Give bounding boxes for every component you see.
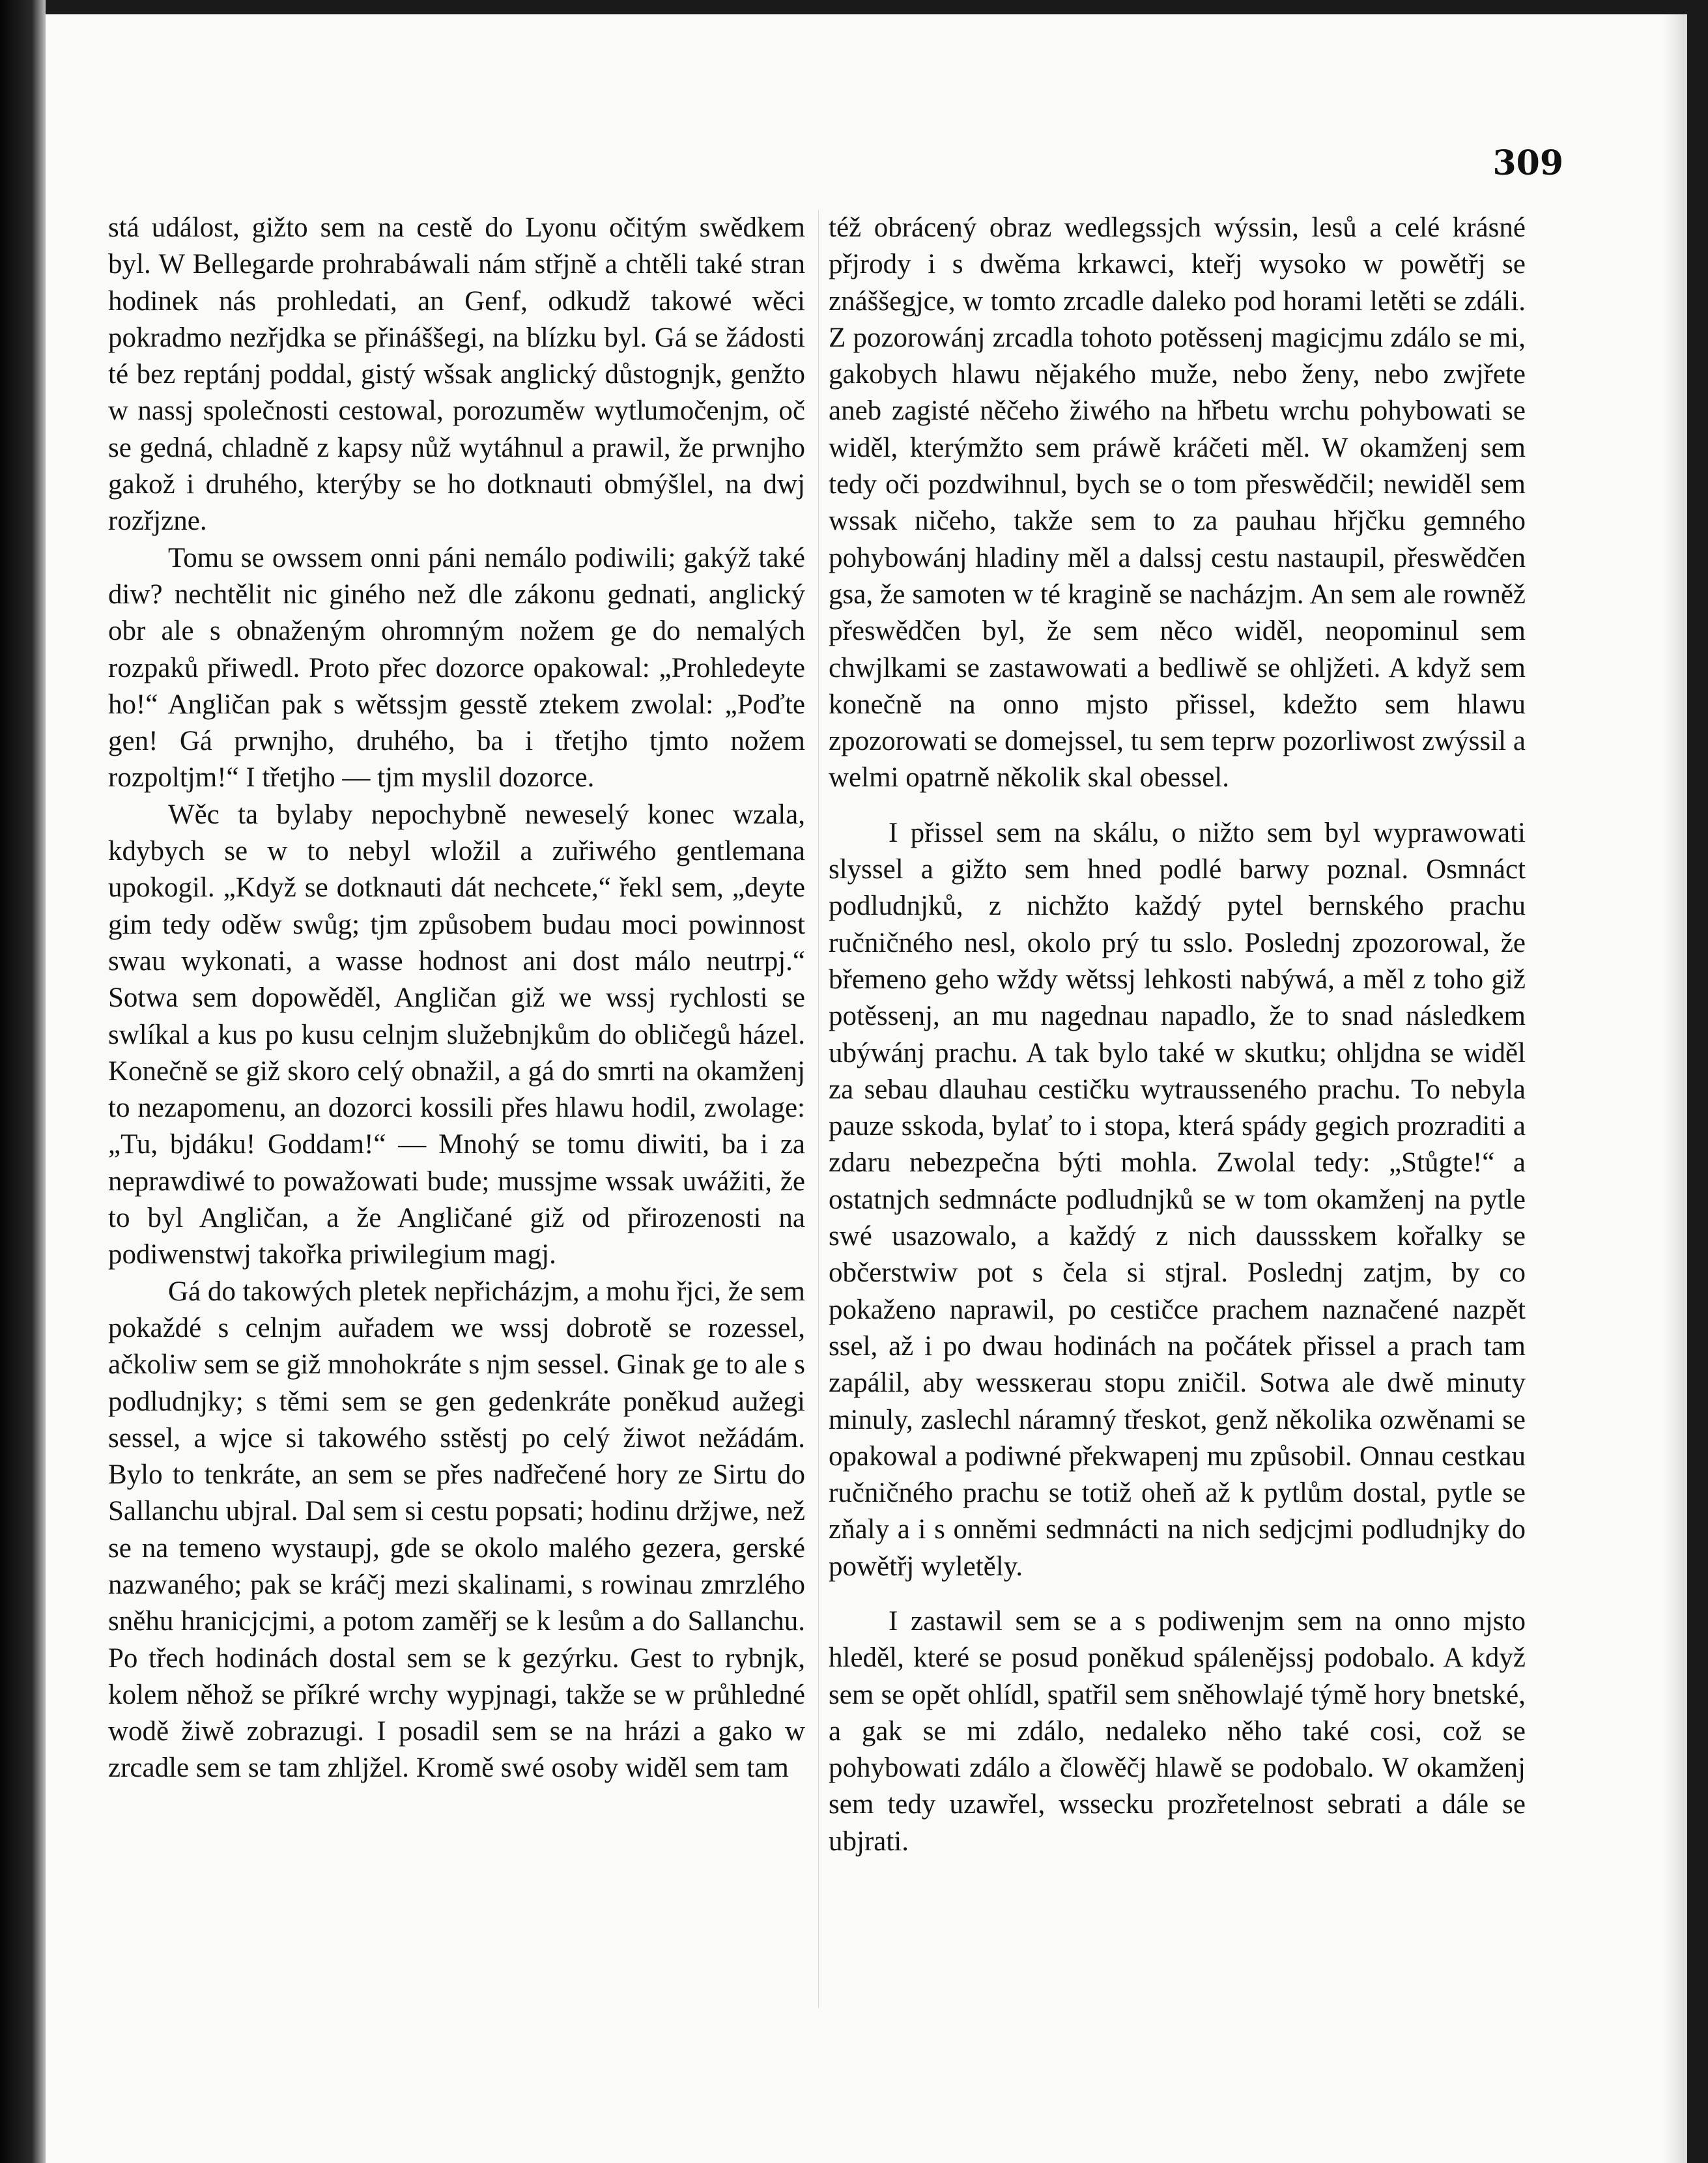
- paragraph: Gá do takowých pletek nepřicházjm, a mohu řjci, že sem pokaždé s celnjm auřadem we wssj dobrotě se rozessel, ačkoliw sem se giž mnohokráte s njm sessel. Ginak ge to ale s podludnjky; s těmi sem se gen gedenkráte poněkud aužegi sessel, a wjce si takowého sstěstj po celý žiwot nežádám. Bylo to tenkráte, an sem se přes nadřečené hory ze Sirtu do Sallanchu ubjral. Dal sem si cestu popsati; hodinu držjwe, než se na temeno wystaupj, gde se okolo malého gezera, gerské nazwaného; pak se kráčj mezi skalinami, s rowinau zmrzlého sněhu hranicjcjmi, a potom zaměřj se k lesům a do Sallanchu. Po třech hodinách dostal sem se k gezýrku. Gest to rybnjk, kolem něhož se příkré wrchy wypjnagi, takže se w průhledné wodě žiwě zobrazugi. I posadil sem se na hrázi a gako w zrcadle sem se tam zhljžel. Kromě swé osoby widěl sem tam: [108, 1276, 805, 1784]
- paragraph: Tomu se owssem onni páni nemálo podiwili; gakýž také diw? nechtělit nic giného než dle zákonu gednati, anglický obr ale s obnaženým ohromným nožem ge do nemalých rozpaků přiwedl. Proto přec dozorce opakowal: „Prohledeyte ho!“ Angličan pak s wětssjm gesstě ztekem zwolal: „Poďte gen! Gá prwnjho, druhého, ba i třetjho tjmto nožem rozpoltjm!“ I třetjho — tjm myslil dozorce.: [108, 542, 805, 794]
- column-divider: [818, 210, 819, 2008]
- paragraph: I přissel sem na skálu, o nižto sem byl wyprawowati slyssel a gižto sem hned podlé barwy poznal. Osmnáct podludnjků, z nichžto každý pytel bernského prachu ručničného nesl, okolo prý tu sslo. Poslednj zpozorowal, že břemeno geho wždy wětssj lehkosti nabýwá, a měl z toho giž potěssenj, an mu nagednau napadlo, že to snad následkem ubýwánj prachu. A tak bylo také w skutku; ohljdna se widěl za sebau dlauhau cestičku wytraussenéhо prachu. To nebyla pauze sskoda, bylať to i stopa, která spády gegich prozraditi a zdaru nebezpečna býti mohla. Zwolal tedy: „Stůgte!“ a ostatnjch sedmnácte podludnjků se w tom okamženj na pytle swé usazowalo, a každý z nich daussskem kořalky se občerstwiw pot s čela si stjral. Poslednj zatjm, by co pokaženo naprawil, po cestičce prachem naznačené nazpět ssel, až i po dwau hodinách na počátek přissel a prach tam zapálil, aby wessкerau stopu zničil. Sotwa ale dwě minuty minuly, zaslechl náramný třeskot, genž několika ozwěnami se opakowal a podiwné překwapenj mu způsobil. Onnau cestkau ručničného prachu se totiž oheň až k pytlům dostal, pytle se zňaly a i s onněmi sedmnácti na nich sedjcjmi podludnjky do powětřj wyletěly.: [829, 817, 1526, 1582]
- paragraph: Wěc ta bylaby nepochybně neweselý konec wzala, kdybych se w to nebyl wložil a zuřiwého gentlemana upokogil. „Když se dotknauti dát nechcete,“ řekl sem, „deyte gim tedy oděw swůg; tjm způsobem budau moci powinnost swau wykonati, a wasse hodnost ani dost málo neutrpj.“ Sotwa sem dopowěděl, Angličan giž we wssj rychlosti se swlíkal a kus po kusu celnjm služebnjkům do obličegů házel. Konečně se giž skoro celý obnažil, a gá do smrti na okamženj to nezapomenu, an dozorci kossili přes hlawu hodil, zwolage: „Tu, bjdáku! Goddam!“ — Mnohý se tomu diwiti, ba i za neprawdiwé to powažowati bude; mussjme wssak uwážiti, že to byl Angličan, a že Angličané giž od přirozenosti na podiwenstwj takořka priwilegium magj.: [108, 799, 805, 1270]
- page-number: 309: [1492, 143, 1563, 183]
- left-text-column: [108, 210, 805, 1787]
- book-page: [46, 14, 1687, 2163]
- paragraph: I zastawil sem se a s podiwenjm sem na onno mjsto hleděl, které se posud poněkud spálenějssj podobalo. A když sem se opět ohlídl, spatřil sem sněhowlajé týmě hory bnetské, a gak se mi zdálo, nedaleko něho také cosi, což se pohybowati zdálo a člowěčj hlawě se podobalo. W okamženj sem tedy uzawřel, wssecku prozřetelnost sebrati a dále se ubjrati.: [829, 1605, 1526, 1857]
- paragraph: též obrácený obraz wedlegssjch wýssin, lesů a celé krásné přjrody i s dwěma krkawci, kteřj wysoko w powětřj se znáššegjce, w tomto zrcadle daleko pod horami letěti se zdáli. Z pozorowánj zrcadla tohoto potěssenj magicjmu zdálo se mi, gakobych hlawu nějakého muže, nebo ženy, nebo zwjřete aneb zagisté něčeho žiwého na hřbetu wrchu pohybowati se widěl, kterýmžto sem práwě kráčeti měl. W okamženj sem tedy oči pozdwihnul, bych se o tom přeswědčil; newiděl sem wssak ničeho, takže sem to za pauhau hřjčku gemného pohybowánj hladiny měl a dalssj cestu nastaupil, přeswědčen gsa, že samoten w té kragině se nacházjm. An sem ale rowněž přeswědčen byl, že sem něco widěl, neopominul sem chwjlkami se zastawowati a bedliwě se ohljžeti. A když sem konečně na onno mjsto přissel, kdežto sem hlawu zpozorowati se domejssel, tu sem teprw pozorliwost zwýssil a welmi opatrně několik skal obessel.: [829, 212, 1526, 794]
- scan-binding-edge: [0, 0, 46, 2163]
- right-text-column: [829, 210, 1526, 1860]
- page-edge-shadow: [1664, 14, 1687, 2163]
- paragraph: stá událost, gižto sem na cestě do Lyonu očitým swědkem byl. W Bellegarde prohrabáwali nám střjně a chtěli také stran hodinek nás prohledati, an Genf, odkudž takowé wěci pokradmo nezřjdka se přináššegi, na blízku byl. Gá se žádosti té bez reptánj poddal, gistý wšsak anglický důstognjk, genžto w nassj společnosti cestowal, porozuměw wytlumočenjm, oč se gedná, chladně z kapsy nůž wytáhnul a prawil, že prwnjho gakož i druhého, kterýby se ho dotknauti obmýšlel, na dwj rozřjzne.: [108, 212, 805, 537]
